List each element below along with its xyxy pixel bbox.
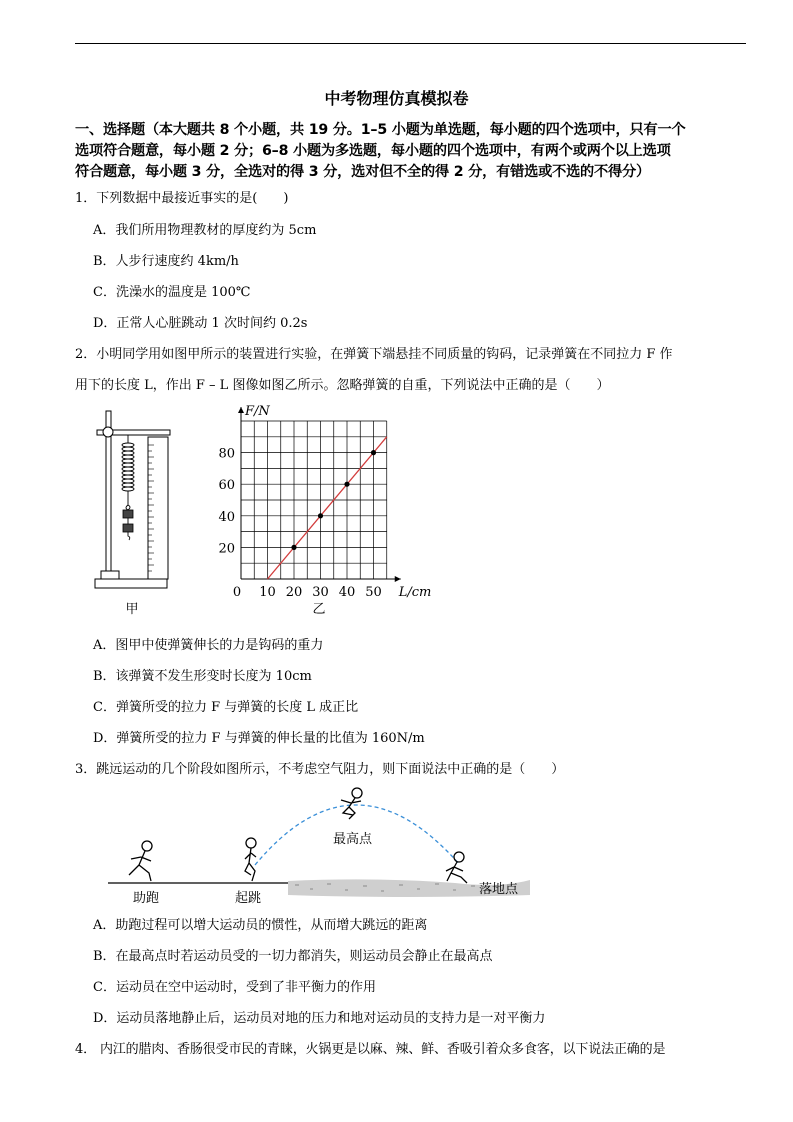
peak-label: 最高点 <box>333 832 373 847</box>
f-l-graph <box>215 405 435 620</box>
y-axis-arrow <box>238 407 244 413</box>
question-2-stem-line-1: 2．小明同学用如图甲所示的装置进行实验，在弹簧下端悬挂不同质量的钩码，记录弹簧在不同拉力 F 作 <box>75 347 673 362</box>
question-1-option-d: D．正常人心脏跳动 1 次时间约 0.2s <box>93 316 308 331</box>
data-point <box>371 450 376 455</box>
run-label: 助跑 <box>133 891 160 906</box>
question-2-stem-line-2: 用下的长度 L，作出 F – L 图像如图乙所示。忽略弹簧的自重，下列说法中正确的是（ ） <box>75 378 610 393</box>
takeoff-figure <box>245 838 256 881</box>
question-2-option-a: A．图甲中使弹簧伸长的力是钩码的重力 <box>93 638 324 653</box>
section-heading-line-1: 一、选择题（本大题共 8 个小题，共 19 分。1–5 小题为单选题，每小题的四个选项中，只有一个 <box>75 122 686 138</box>
data-point <box>344 482 349 487</box>
data-point <box>291 545 296 550</box>
x-tick-label: 10 <box>259 585 276 600</box>
long-jump-figure <box>105 785 535 910</box>
y-tick-label: 20 <box>218 541 235 557</box>
question-1-stem: 1．下列数据中最接近事实的是( ) <box>75 191 289 206</box>
chart-axes <box>238 407 401 582</box>
x-tick-label: 30 <box>312 585 329 600</box>
figure-b-label: 乙 <box>312 602 326 617</box>
landing-figure <box>446 852 467 883</box>
x-tick-label: 20 <box>285 585 303 600</box>
section-heading-line-2: 选项符合题意，每小题 2 分；6–8 小题为多选题，每小题的四个选项中，有两个或两个以上选项 <box>75 143 671 159</box>
figure-a-label: 甲 <box>125 602 139 617</box>
spring <box>122 435 134 505</box>
landing-label: 落地点 <box>479 882 519 897</box>
question-3-option-a: A．助跑过程可以增大运动员的惯性，从而增大跳远的距离 <box>93 918 428 933</box>
y-tick-label: 80 <box>218 446 235 462</box>
question-3-stem: 3．跳远运动的几个阶段如图所示，不考虑空气阻力，则下面说法中正确的是（ ） <box>75 762 565 777</box>
question-4-stem: 4． 内江的腊肉、香肠很受市民的青睐，火锅更是以麻、辣、鲜、香吸引着众多食客，以下说法正确的是 <box>75 1042 666 1057</box>
measuring-scale <box>148 437 168 579</box>
question-2-option-b: B．该弹簧不发生形变时长度为 10cm <box>93 669 312 684</box>
question-3-option-b: B．在最高点时若运动员受的一切力都消失，则运动员会静止在最高点 <box>93 949 493 964</box>
runner-figure <box>129 841 152 881</box>
question-3-option-d: D．运动员落地静止后，运动员对地的压力和地对运动员的支持力是一对平衡力 <box>93 1011 546 1026</box>
x-axis-arrow <box>395 576 401 582</box>
chart-tick-labels <box>218 447 381 600</box>
takeoff-label: 起跳 <box>235 891 262 906</box>
x-tick-label: 50 <box>365 585 382 600</box>
question-3-option-c: C．运动员在空中运动时，受到了非平衡力的作用 <box>93 980 376 995</box>
x-axis-label: L/cm <box>398 585 432 600</box>
peak-figure <box>341 788 362 819</box>
page-title: 中考物理仿真模拟卷 <box>324 89 469 108</box>
data-point <box>318 513 323 518</box>
spring-apparatus-figure <box>90 405 180 620</box>
question-2-option-d: D．弹簧所受的拉力 F 与弹簧的伸长量的比值为 160N/m <box>93 731 425 746</box>
question-2-option-c: C．弹簧所受的拉力 F 与弹簧的长度 L 成正比 <box>93 700 359 715</box>
chart-series <box>268 437 387 579</box>
chart-grid <box>241 421 387 579</box>
series-line <box>268 437 387 579</box>
y-axis-label: F/N <box>245 404 270 419</box>
question-1-option-a: A．我们所用物理教材的厚度约为 5cm <box>93 223 317 238</box>
section-heading-line-3: 符合题意，每小题 3 分，全选对的得 3 分，选对但不全的得 2 分，有错选或不选的不得分） <box>75 164 650 180</box>
hook-weights <box>123 505 133 540</box>
y-tick-label: 40 <box>218 509 235 525</box>
x-tick-label: 40 <box>338 585 356 600</box>
header-rule <box>75 43 746 44</box>
y-tick-label: 60 <box>218 478 235 494</box>
question-1-option-b: B．人步行速度约 4km/h <box>93 254 239 269</box>
question-1-option-c: C．洗澡水的温度是 100℃ <box>93 285 251 300</box>
origin-label: 0 <box>232 585 242 600</box>
